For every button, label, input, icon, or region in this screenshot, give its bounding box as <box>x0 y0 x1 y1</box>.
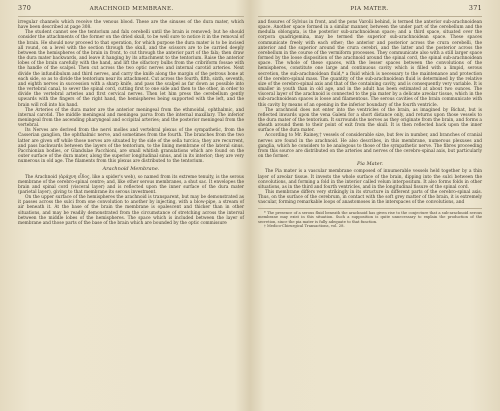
paragraph: This membrane differs very strikingly in its structure in different parts of the cerebro-spinal axis. Thus, on the surface of the cerebrum, in contact with the soft grey matter of the brain, it is extremely vascular, forming remarkable loops of anastomoses in the interspaces of the convolutions, and <box>258 190 482 206</box>
paragraph: and fissures of Sylvius in front, and the pons Varolii behind, is termed the anterior sub-arachnoidean space. Another space formed in a similar manner, between the under part of the cerebellum and the medulla oblongata, is the posterior sub-arachnoidean space; and a third space, situated over the corpora quadrigemina, may be termed the superior sub-arachnoidean space. These spaces communicate freely with each other; the anterior and posterior across the crura cerebelli, the anterior and the superior around the crura cerebri, and the latter and the posterior across the cerebellum in the course of the vermiform processes. They communicate also with a still larger space formed by the loose disposition of the arachnoid around the spinal cord, the spinal sub-arachnoidean space. The whole of these spaces, with the lesser spaces between the convolutions of the hemispheres, constitute one large and continuous cavity which is filled with a limpid, serous secretion, the sub-arachnoidean fluid,* a fluid which is necessary to the maintenance and protection of the cerebro-spinal mass. The quantity of the sub-arachnoidean fluid is determined by the relative size of the cerebro-spinal axis and that of the containing cavity, and is consequently very variable. It is smaller in youth than in old age, and in the adult has been estimated at about two ounces. The visceral layer of the arachnoid is connected to the pia mater by a delicate areolar tissue, which in the sub-arachnoidean spaces is loose and filamentous. The serous cavities of the brain communicate with this cavity by means of an opening in the inferior boundary of the fourth ventricle. <box>258 20 482 108</box>
paragraph: The student cannot see the tentorium and falx cerebelli until the brain is removed; but he should consider the attachments of the former on the dried skull, to be well sure to notice it in the removal of the brain. He should now proceed to that operation, for which purpose the dura mater is to be incised all round, on a level with the section through the skull, and the scissors are to be carried deeply between the hemispheres of the brain in front, to cut through the anterior part of the falx; then draw the dura mater backwards, and leave it hanging by its attachment to the tentorium. Raise the anterior lobes of the brain carefully with the hand, and lift the olfactory bulbs from the cribriform fossae with the handle of the scalpel. Then cut across the two optic nerves and internal carotid arteries. Next divide the infundibulum and third nerves, and carry the knife along the margin of the petrous bone at each side, so as to divide the tentorium near its attachment. Cut across the fourth, fifth, sixth, seventh, and eighth nerves in succession with a sharp knife, and pass the scalpel as far down as possible into the vertebral canal, to sever the spinal cord, cutting first to one side and then to the other, in order to divide the vertebral arteries and first cervical nerves. Then let him press the cerebellum gently upwards with the fingers of the right hand, the hemispheres being supported with the left, and the brain will roll into his hand. <box>18 30 244 108</box>
paragraph: irregular channels which receive the venous blood. These are the sinuses of the dura mater, which have been described at page 308. <box>18 20 244 31</box>
running-title: ARACHNOID MEMBRANE. <box>89 6 174 12</box>
paragraph: The Arachnoid (ἀράχνη εἶδος, like a spider's web), so named from its extreme tenuity, is the serous membrane of the cerebro-spinal centre; and, like other serous membranes, a shut sac. It envelopes the brain and spinal cord (visceral layer) and is reflected upon the inner surface of the dura mater (parietal layer), giving to that membrane its serous investment. <box>18 174 244 195</box>
paragraph: According to Mr. Rainey,† vessels of considerable size, but few in number, and branches of cranial nerves are found in the arachnoid. He also describes, in this membrane, numerous plexuses and ganglia, which he considers to be analogous to those of the sympathetic nerve. The fibres proceeding from this source are distributed on the arteries and nerves of the cerebro-spinal axis, but particularly on the former. <box>258 133 482 160</box>
running-head <box>18 4 244 17</box>
footnotes <box>258 208 482 228</box>
right-page <box>250 0 500 411</box>
page-number: 370 <box>18 4 32 12</box>
section-title: Arachnoid Membrane. <box>102 166 160 173</box>
paragraph: On the upper surface of the hemispheres the arachnoid is transparent, but may be demonstrated as it passes across the sulci from one convolution to another by injecting, with a blow-pipe, a stream of air beneath it. At the base of the brain the membrane is opalescent and thicker than in other situations, and may be readily demonstrated from the circumstance of stretching across the interval between the middle lobes of the hemispheres. The space which is included between the layer of membrane and those parts of the base of the brain which are bounded by the optic commissure <box>18 195 244 226</box>
page-number: 371 <box>468 4 482 12</box>
paragraph: The arachnoid does not enter into the ventricles of the brain, as imagined by Bichat, but is reflected inwards upon the vena Galeni for a short distance only, and returns upon those vessels to the dura mater of the tentorium. It surrounds the nerves as they originate from the brain, and forms a sheath around them to their point of exit from the skull. It is then reflected back upon the inner surface of the dura mater. <box>258 107 482 134</box>
paragraph: The Pia mater is a vascular membrane composed of innumerable vessels held together by a thin layer of areolar tissue. It invests the whole surface of the brain, dipping into the sulci between the convolutions, and forming a fold in the interior called velum interpositum. It also forms folds in other situations, as in the third and fourth ventricles, and in the longitudinal fissure of the spinal cord. <box>258 169 482 190</box>
footnote: † Medico-Chirurgical Transactions, vol. 28. <box>264 224 345 229</box>
paragraph: Its Nerves are derived from the nervi molles and vertebral plexus of the sympathetic, from the Casserian ganglion, the ophthalmic nerve, and sometimes from the fourth. The branches from the two latter are given off while those nerves are situated by the side of the sella turcica; they are recurrent, and pass backwards between the layers of the tentorium, to the lining membrane of the lateral sinus. Pacchionian bodies, or Glandulae Pacchioni, are small whitish granulations which are found on the outer surface of the dura mater, along the superior longitudinal sinus, and in its interior; they are very numerous in old age. The filaments from this plexus are distributed to the tentorium. <box>18 128 244 165</box>
footnote: * The presence of a serous fluid beneath the arachnoid has given rise to the conjecture that a sub-arachnoid serous membrane may exist in this situation. Such a supposition is quite unnecessary to explain the production of the secretion, since the pia mater is fully adequate to that function. <box>258 210 482 224</box>
page-body <box>18 20 244 226</box>
running-title: PIA MATER. <box>350 6 389 12</box>
page-body <box>258 20 482 229</box>
paragraph: The Arteries of the dura mater are the anterior meningeal from the ethmoidal, ophthalmic, and internal carotid. The middle meningeal and meningea parva from the internal maxillary. The inferior meningeal from the ascending pharyngeal and occipital arteries; and the posterior meningeal from the vertebral. <box>18 107 244 129</box>
running-head <box>258 4 482 17</box>
section-title: Pia Mater. <box>356 161 384 168</box>
